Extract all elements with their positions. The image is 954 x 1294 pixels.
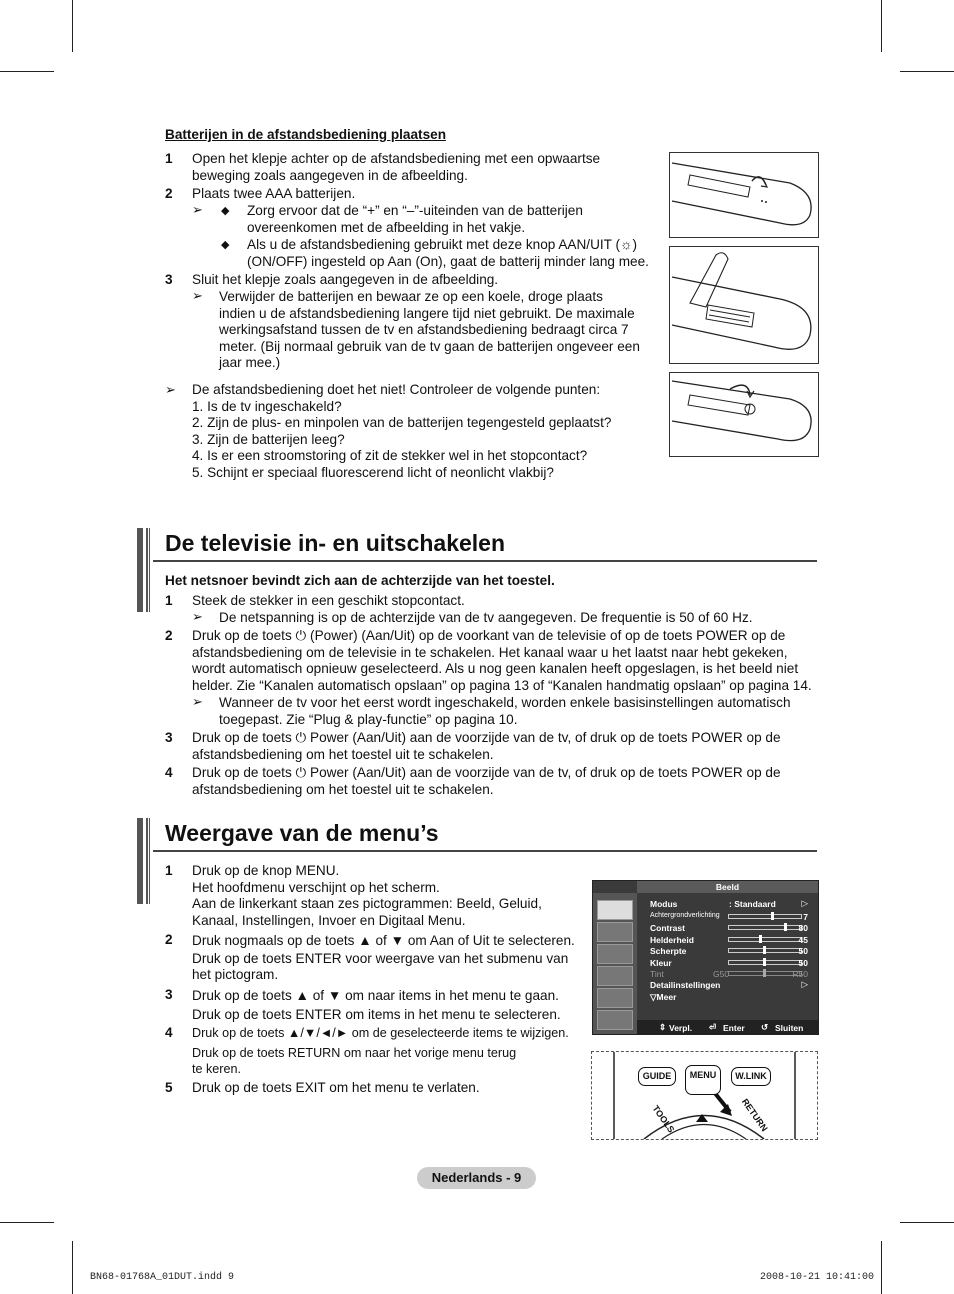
- text-line: te keren.: [192, 1062, 242, 1077]
- text-line: meter. (Bij normaal gebruik van de tv gaan de batterijen ongeveer een: [219, 338, 640, 354]
- text-line: 3. Zijn de batterijen leeg?: [192, 431, 345, 447]
- input-icon: [597, 988, 633, 1008]
- osd-slider: [728, 948, 802, 953]
- remote-buttons-illustration: [591, 1051, 818, 1140]
- wlink-button[interactable]: W.LINK: [731, 1067, 771, 1086]
- step-number: 3: [165, 987, 173, 1002]
- osd-slider: [728, 925, 802, 930]
- text-line: jaar mee.): [219, 355, 281, 371]
- text-line: beweging zoals aangegeven in de afbeelding.: [192, 167, 468, 183]
- return-button[interactable]: RETURN: [739, 1096, 770, 1134]
- text-line: het pictogram.: [192, 967, 279, 983]
- osd-row-detail: Detailinstellingen: [650, 980, 721, 990]
- battery-note-3: [219, 289, 640, 372]
- text-line: Druk op de toets ENTER om items in het menu te selecteren.: [192, 1006, 561, 1022]
- battery-note-1: [247, 203, 583, 236]
- osd-row-value: 45: [798, 935, 808, 945]
- updown-icon: ⇕: [659, 1022, 667, 1032]
- osd-row-label: Helderheid: [650, 935, 694, 945]
- osd-picture-menu: [592, 880, 819, 1035]
- osd-tint-r: R50: [792, 969, 808, 979]
- step-number: 4: [165, 765, 173, 780]
- text-line: werkingsafstand tussen de tv en afstandsbediening bedraagt circa 7: [219, 322, 629, 338]
- osd-slider: [728, 937, 802, 942]
- text-line: 4. Is er een stroomstoring of zit de stekker wel in het stopcontact?: [192, 448, 588, 464]
- channel-icon: [597, 944, 633, 964]
- text-line: Open het klepje achter op de afstandsbediening met een opwaartse: [192, 151, 601, 166]
- text-line: wordt automatisch opnieuw geselecteerd. Als u nog geen kanalen heeft opgeslagen, is het beeld niet: [192, 661, 799, 677]
- text-line: 2. Zijn de plus- en minpolen van de batterijen tegengesteld geplaatst?: [192, 415, 612, 431]
- sound-icon: [597, 922, 633, 942]
- text-line: Druk op de toets ⏻ Power (Aan/Uit) aan de voorzijde van de tv, of druk op de toets POWER op de: [192, 730, 781, 745]
- text-line: indien u de afstandsbediening langere tijd niet gebruikt. De maximale: [219, 305, 635, 321]
- text-line: Kanaal, Instellingen, Invoer en Digitaal Menu.: [192, 912, 466, 928]
- guide-button[interactable]: GUIDE: [638, 1067, 676, 1086]
- osd-footer: [637, 1020, 818, 1034]
- text-line: Wanneer de tv voor het eerst wordt ingeschakeld, worden enkele basisinstellingen automatisch: [219, 695, 791, 710]
- text-line: Verwijder de batterijen en bewaar ze op een koele, droge plaats: [219, 289, 603, 304]
- text-line: Aan de linkerkant staan zes pictogrammen: Beeld, Geluid,: [192, 896, 542, 912]
- osd-slider: [728, 914, 802, 919]
- return-icon: ↺: [761, 1022, 769, 1032]
- text-line: Als u de afstandsbediening gebruikt met deze knop AAN/UIT (☼): [247, 237, 638, 252]
- text-line: Druk nogmaals op de toets ▲ of ▼ om Aan of Uit te selecteren.: [192, 933, 575, 948]
- step-number: 5: [165, 1080, 173, 1095]
- section-heading-power: De televisie in- en uitschakelen: [165, 530, 506, 556]
- text-line: (ON/OFF) ingesteld op Aan (On), gaat de batterij minder lang mee.: [247, 253, 649, 269]
- note-arrow-icon: ➢: [192, 202, 203, 217]
- file-slug: BN68-01768A_01DUT.indd 9: [90, 1272, 235, 1283]
- text-line: afstandsbediening om het toestel uit te schakelen.: [192, 781, 494, 797]
- note-arrow-icon: ➢: [192, 288, 203, 303]
- date-slug: 2008-10-21 10:41:00: [760, 1272, 875, 1283]
- osd-row-label: Kleur: [650, 958, 672, 968]
- osd-row-label: Contrast: [650, 923, 685, 933]
- menus-step-2: [192, 932, 575, 984]
- step-number: 4: [165, 1025, 173, 1040]
- menus-step-3: [192, 987, 561, 1024]
- power-step-1: Steek de stekker in een geschikt stopcontact.: [192, 593, 465, 608]
- note-arrow-icon: ➢: [165, 382, 176, 397]
- osd-arrow-right-icon: ▷: [801, 979, 808, 989]
- tools-button[interactable]: TOOLS: [650, 1103, 677, 1135]
- heading-bar: [137, 818, 151, 904]
- power-note-2: [219, 695, 791, 728]
- battery-note-2: [247, 237, 649, 270]
- text-line: Het hoofdmenu verschijnt op het scherm.: [192, 879, 440, 895]
- osd-row-value: 80: [798, 923, 808, 933]
- step-number: 1: [165, 863, 173, 878]
- step-number: 2: [165, 186, 173, 201]
- heading-bar: [137, 528, 151, 612]
- osd-foot-enter: Enter: [723, 1023, 745, 1033]
- osd-arrow-right-icon: ▷: [801, 898, 808, 908]
- osd-row-more: ▽Meer: [650, 992, 677, 1002]
- heading-rule: [153, 560, 817, 562]
- osd-tint-g: G50: [713, 969, 730, 979]
- troubleshoot-list: [192, 382, 611, 482]
- crop-mark: [72, 1241, 73, 1294]
- text-line: Druk op de toets ⏻ (Power) (Aan/Uit) op de voorkant van de televisie of op de toets POWER op de: [192, 628, 786, 643]
- power-step-4: [192, 765, 781, 798]
- power-step-2: [192, 628, 812, 694]
- osd-slider: [728, 971, 802, 976]
- osd-row-label: Scherpte: [650, 946, 687, 956]
- menus-step-1: [192, 863, 572, 929]
- step-number: 2: [165, 628, 173, 643]
- text-line: De afstandsbediening doet het niet! Controleer de volgende punten:: [192, 382, 601, 397]
- battery-title: Batterijen in de afstandsbediening plaatsen: [165, 127, 446, 142]
- step-number: 1: [165, 593, 173, 608]
- crop-mark: [900, 1222, 954, 1223]
- setup-icon: [597, 966, 633, 986]
- remote-open-cover-illustration: [669, 152, 819, 238]
- bullet-diamond-icon: ◆: [221, 239, 230, 251]
- menus-step-5: Druk op de toets EXIT om het menu te verlaten.: [192, 1080, 480, 1095]
- text-line: toegepast. Zie “Plug & play-functie” op pagina 10.: [219, 711, 518, 727]
- text-line: Druk op de toets RETURN om naar het vorige menu terug: [192, 1045, 517, 1060]
- crop-mark: [881, 1241, 882, 1294]
- power-note-1: De netspanning is op de achterzijde van de tv aangegeven. De frequentie is 50 of 60 Hz.: [219, 610, 753, 625]
- text-line: Druk op de toets ⏻ Power (Aan/Uit) aan de voorzijde van de tv, of druk op de toets POWER op de: [192, 765, 781, 780]
- menu-button[interactable]: MENU: [685, 1065, 721, 1095]
- note-arrow-icon: ➢: [192, 609, 203, 624]
- power-intro: Het netsnoer bevindt zich aan de achterzijde van het toestel.: [165, 573, 555, 588]
- osd-modus-value: : Standaard: [729, 899, 776, 909]
- osd-row-tint: Tint: [650, 969, 664, 979]
- remote-insert-batteries-illustration: [669, 246, 819, 364]
- crop-mark: [72, 0, 73, 52]
- section-heading-menus: Weergave van de menu’s: [165, 820, 439, 846]
- step-number: 2: [165, 932, 173, 947]
- battery-step-3: Sluit het klepje zoals aangegeven in de afbeelding.: [192, 272, 499, 287]
- step-number: 3: [165, 730, 173, 745]
- text-line: afstandsbediening om het toestel uit te schakelen.: [192, 746, 494, 762]
- osd-slider: [728, 960, 802, 965]
- digital-menu-icon: [597, 1010, 633, 1030]
- enter-icon: ⏎: [709, 1022, 717, 1032]
- osd-row-value: 7: [803, 912, 808, 922]
- battery-step-1: [192, 151, 600, 184]
- note-arrow-icon: ➢: [192, 694, 203, 709]
- crop-mark: [881, 0, 882, 52]
- osd-row-modus: Modus: [650, 899, 678, 909]
- text-line: helder. Zie “Kanalen automatisch opslaan” op pagina 13 of “Kanalen handmatig opslaan” op pagina 14.: [192, 677, 812, 693]
- step-number: 3: [165, 272, 173, 287]
- crop-mark: [0, 1222, 54, 1223]
- osd-icon-column: [593, 893, 637, 1034]
- bullet-diamond-icon: ◆: [221, 205, 230, 217]
- osd-title: Beeld: [637, 881, 818, 893]
- picture-icon: [597, 900, 633, 920]
- osd-row-value: 50: [798, 958, 808, 968]
- text-line: Zorg ervoor dat de “+” en “–”-uiteinden van de batterijen: [247, 203, 583, 218]
- text-line: afstandsbediening om de televisie in te schakelen. Het kanaal waar u het laatst naar hebt gekeken,: [192, 644, 788, 660]
- osd-foot-exit: Sluiten: [775, 1023, 804, 1033]
- heading-rule: [153, 850, 817, 852]
- osd-foot-move: Verpl.: [669, 1023, 693, 1033]
- crop-mark: [0, 71, 54, 72]
- page-number-badge: Nederlands - 9: [417, 1167, 536, 1189]
- text-line: Druk op de toets ▲/▼/◄/► om de geselecteerde items te wijzigen.: [192, 1026, 569, 1040]
- remote-close-cover-illustration: [669, 372, 819, 457]
- text-line: Druk op de toets ▲ of ▼ om naar items in het menu te gaan.: [192, 988, 559, 1003]
- battery-step-2: Plaats twee AAA batterijen.: [192, 186, 356, 201]
- step-number: 1: [165, 151, 173, 166]
- power-step-3: [192, 730, 781, 763]
- text-line: Druk op de knop MENU.: [192, 863, 340, 878]
- text-line: Druk op de toets ENTER voor weergave van het submenu van: [192, 950, 569, 966]
- text-line: 5. Schijnt er speciaal fluorescerend licht of neonlicht vlakbij?: [192, 464, 554, 480]
- text-line: overeenkomen met de afbeelding in het vakje.: [247, 219, 526, 235]
- menus-step-4: [192, 1025, 569, 1078]
- osd-row-value: 50: [798, 946, 808, 956]
- text-line: 1. Is de tv ingeschakeld?: [192, 398, 342, 414]
- osd-row-label: Achtergrondverlichting: [650, 912, 720, 919]
- crop-mark: [900, 71, 954, 72]
